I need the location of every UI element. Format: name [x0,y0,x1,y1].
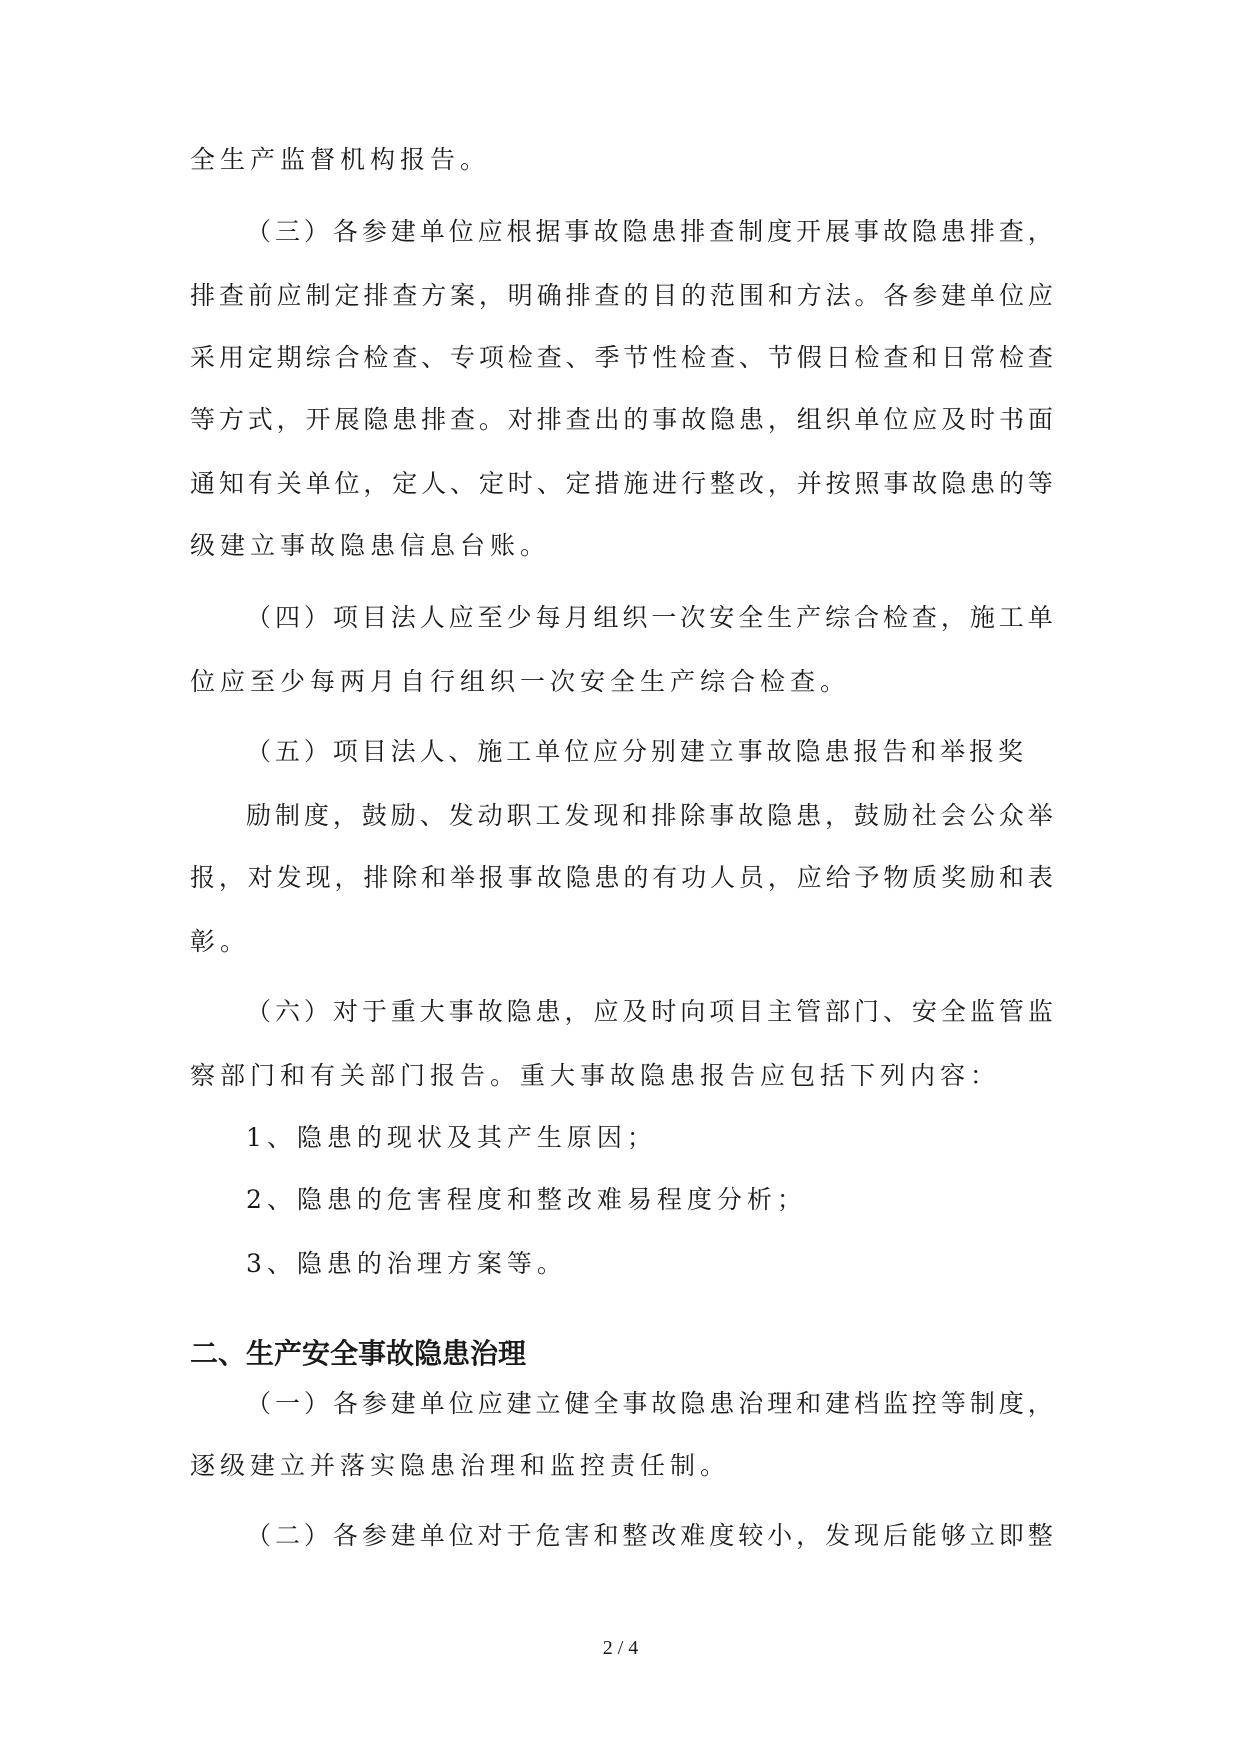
paragraph-line: （ 六 ） 对 于 重 大 事 故 隐 患 ， 应 及 时 向 项 目 主 管 部 门 、 安 全 监 管 监 [246,997,1053,1026]
section-heading: 二、生产安全事故隐患治理 [190,1337,527,1370]
paragraph-line: 报 ， 对 发 现 ， 排 除 和 举 报 事 故 隐 患 的 有 功 人 员 ， 应 给 予 物 质 奖 励 和 表 [190,863,1053,892]
paragraph-line: （ 五 ） 项 目 法 人 、 施 工 单 位 应 分 别 建 立 事 故 隐 患 报 告 和 举 报 奖 [246,737,1023,766]
paragraph-line: 2、隐患的危害程度和整改难易程度分析； [246,1185,807,1214]
page-number: 2 / 4 [602,1637,639,1659]
paragraph-line: 察部门和有关部门报告。重大事故隐患报告应包括下列内容： [190,1061,1001,1090]
paragraph-line: 采 用 定 期 综 合 检 查 、 专 项 检 查 、 季 节 性 检 查 、 节 假 日 检 查 和 日 常 检 查 [190,343,1053,372]
paragraph-line: 级建立事故隐患信息台账。 [190,531,551,560]
paragraph-line: （ 三 ） 各 参 建 单 位 应 根 据 事 故 隐 患 排 查 制 度 开 展 事 故 隐 患 排 查 ， [246,217,1053,246]
paragraph-line: 位应至少每两月自行组织一次安全生产综合检查。 [190,667,851,696]
paragraph-line: 1、隐患的现状及其产生原因； [246,1123,657,1152]
paragraph-line: 通 知 有 关 单 位 ， 定 人 、 定 时 、 定 措 施 进 行 整 改 ， 并 按 照 事 故 隐 患 的 等 [190,469,1053,498]
paragraph-line: 全生产监督机构报告。 [190,145,491,174]
paragraph-line: 励 制 度 ， 鼓 励 、 发 动 职 工 发 现 和 排 除 事 故 隐 患 ， 鼓 励 社 会 公 众 举 [246,801,1053,830]
paragraph-line: 3、隐患的治理方案等。 [246,1249,567,1278]
paragraph-line: 等 方 式 ， 开 展 隐 患 排 查 。 对 排 查 出 的 事 故 隐 患 ， 组 织 单 位 应 及 时 书 面 [190,405,1053,434]
paragraph-line: （ 二 ） 各 参 建 单 位 对 于 危 害 和 整 改 难 度 较 小 ， 发 现 后 能 够 立 即 整 [246,1521,1053,1550]
paragraph-line: 排 查 前 应 制 定 排 查 方 案 ， 明 确 排 查 的 目 的 范 围 和 方 法 。 各 参 建 单 位 应 [190,281,1053,310]
paragraph-line: （ 四 ） 项 目 法 人 应 至 少 每 月 组 织 一 次 安 全 生 产 综 合 检 查 ， 施 工 单 [246,603,1053,632]
paragraph-line: 彰。 [190,927,251,956]
paragraph-line: （ 一 ） 各 参 建 单 位 应 建 立 健 全 事 故 隐 患 治 理 和 建 档 监 控 等 制 度 ， [246,1389,1053,1418]
paragraph-line: 逐级建立并落实隐患治理和监控责任制。 [190,1451,731,1480]
